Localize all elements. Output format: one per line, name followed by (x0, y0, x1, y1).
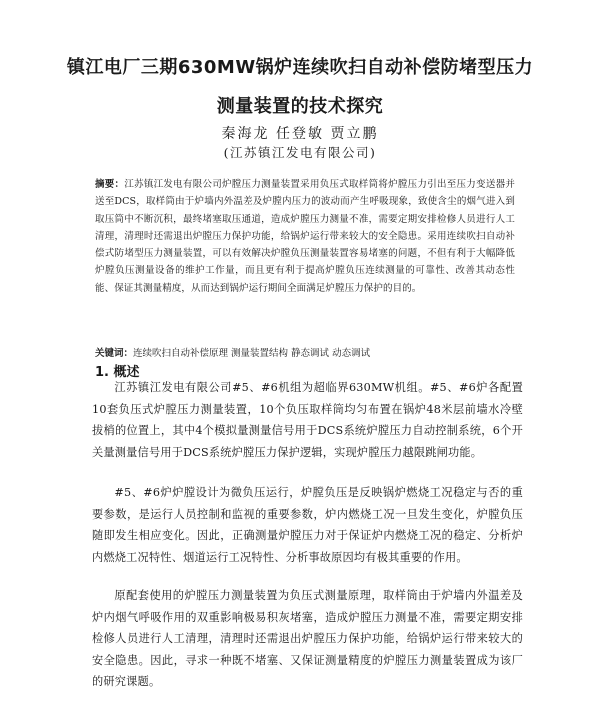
abstract-label: 摘要： (95, 179, 125, 190)
keywords (95, 347, 515, 361)
body-paragraph-1: 江苏镇江发电有限公司#5、#6机组为超临界630MW机组。#5、#6炉各配置10套负压式炉膛压力测量装置，10个负压取样筒均匀布置在锅炉48米层前墙水冷壁拔梢的位置上，其中4个模拟量测量信号用于DCS系统炉膛压力自动控制系统，6个开关量测量信号用于DCS系统炉膛压力保护逻辑，实现炉膛压力越限跳闸功能。 (92, 381, 523, 459)
keywords-label: 关键词： (95, 348, 134, 359)
section-heading-overview: 1. 概述 (95, 365, 140, 380)
paper-title-line-1: 镇江电厂三期630MW锅炉连续吹扫自动补偿防堵型压力 (66, 57, 534, 78)
body-paragraph-3: 原配套使用的炉膛压力测量装置为负压式测量原理，取样筒由于炉墙内外温差及炉内烟气呼吸作用的双重影响极易积灰堵塞，造成炉膛压力测量不准，需要定期安排检修人员进行人工清理，清理时还需退出炉膛压力保护功能，给锅炉运行带来较大的安全隐患。因此，寻求一种既不堵塞、又保证测量精度的炉膛压力测量装置成为该厂的研究课题。 (92, 589, 523, 688)
keywords-text: 连续吹扫自动补偿原理 测量装置结构 静态调试 动态调试 (133, 348, 371, 359)
author-list: 秦海龙 任登敏 贾立鹏 (221, 126, 379, 142)
abstract-text: 江苏镇江发电有限公司炉膛压力测量装置采用负压式取样筒将炉膛压力引出至压力变送器并送至DCS，取样筒由于炉墙内外温差及炉膛内压力的波动而产生呼吸现象，致使含尘的烟气进入到取压筒中不断沉积，最终堵塞取压通道，造成炉膛压力测量不准，需要定期安排检修人员进行人工清理，清理时还需退出炉膛压力保护功能，给锅炉运行带来较大的安全隐患。采用连续吹扫自动补偿式防堵型压力测量装置，可以有效解决炉膛负压测量装置容易堵塞的问题，不但有利于大幅降低炉膛负压测量设备的维护工作量，而且更有利于提高炉膛负压连续测量的可靠性、改善其动态性能、保证其测量精度，从而达到锅炉运行期间全面满足炉膛压力保护的目的。 (95, 179, 515, 294)
abstract (95, 176, 515, 297)
body-paragraph-2: #5、#6炉炉膛设计为微负压运行，炉膛负压是反映锅炉燃烧工况稳定与否的重要参数，是运行人员控制和监视的重要参数，炉内燃烧工况一旦发生变化，炉膛负压随即发生相应变化。因此，正确测量炉膛压力对于保证炉内燃烧工况的稳定、分析炉内燃烧工况特性、烟道运行工况特性、分析事故原因均有极其重要的作用。 (92, 486, 523, 564)
paper-title-line-2: 测量装置的技术探究 (216, 96, 384, 117)
affiliation: (江苏镇江发电有限公司) (223, 145, 377, 160)
